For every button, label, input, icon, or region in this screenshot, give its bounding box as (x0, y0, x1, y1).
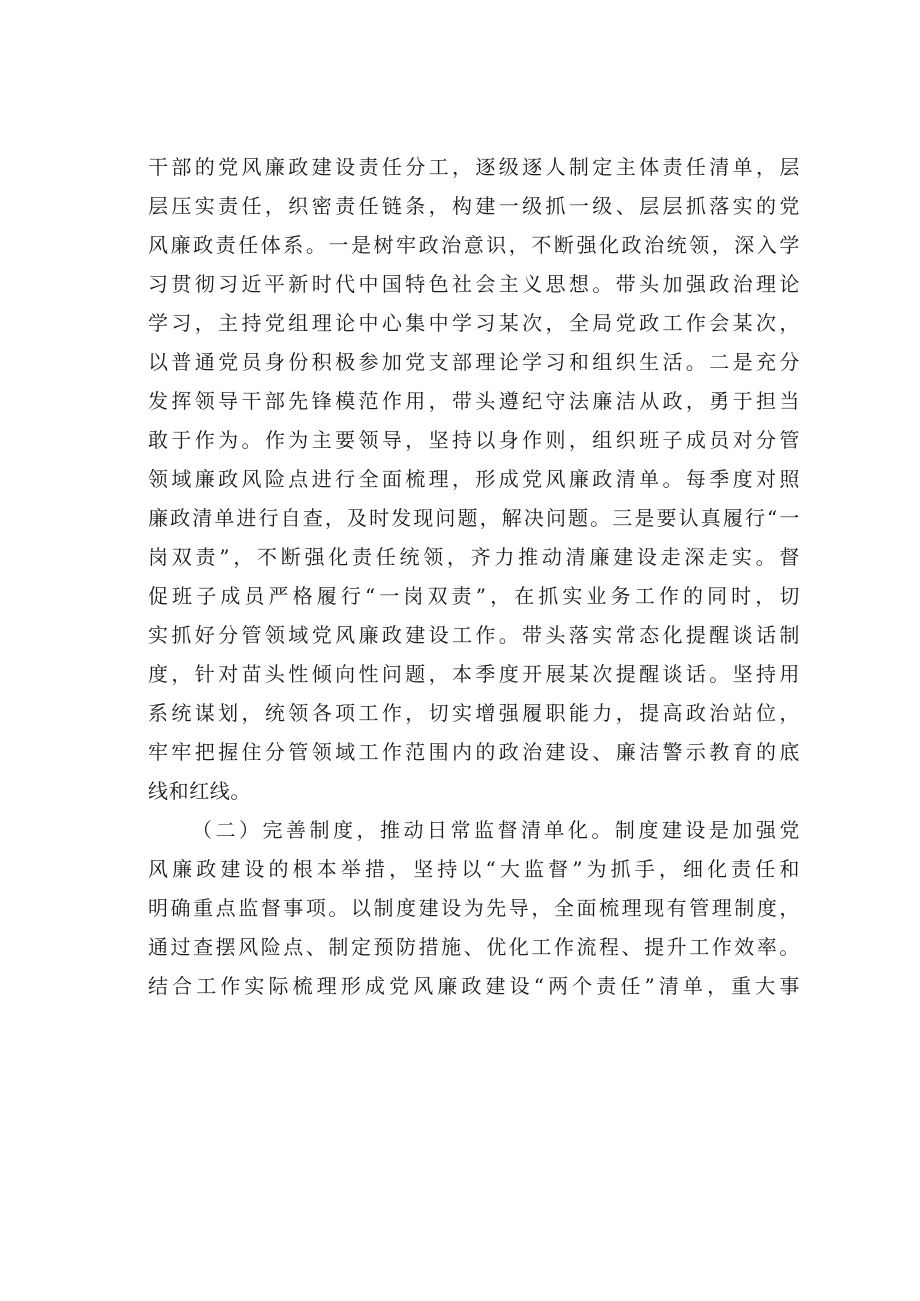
text-line: 领域廉政风险点进行全面梳理，形成党风廉政清单。每季度对照 (148, 467, 800, 491)
document-body (148, 148, 800, 1006)
text-line: 系统谋划，统领各项工作，切实增强履职能力，提高政治站位， (148, 701, 800, 725)
paragraph-1 (148, 148, 800, 811)
text-line: 度，针对苗头性倾向性问题，本季度开展某次提醒谈话。坚持用 (148, 662, 800, 686)
text-line: 发挥领导干部先锋模范作用，带头遵纪守法廉洁从政，勇于担当 (148, 389, 800, 413)
text-line: 敢于作为。作为主要领导，坚持以身作则，组织班子成员对分管 (148, 428, 800, 452)
paragraph-2 (148, 811, 800, 1006)
text-line: 岗双责”，不断强化责任统领，齐力推动清廉建设走深走实。督 (148, 545, 800, 569)
section-heading-line: （二）完善制度，推动日常监督清单化。制度建设是加强党 (192, 818, 800, 842)
text-line: 实抓好分管领域党风廉政建设工作。带头落实常态化提醒谈话制 (148, 623, 800, 647)
text-line: 学习，主持党组理论中心集中学习某次，全局党政工作会某次， (148, 311, 800, 335)
text-line: 干部的党风廉政建设责任分工，逐级逐人制定主体责任清单，层 (148, 155, 800, 179)
text-line: 风廉政责任体系。一是树牢政治意识，不断强化政治统领，深入学 (148, 233, 800, 257)
text-line: 以普通党员身份积极参加党支部理论学习和组织生活。二是充分 (148, 350, 800, 374)
text-line: 通过查摆风险点、制定预防措施、优化工作流程、提升工作效率。 (148, 935, 800, 959)
text-line: 牢牢把握住分管领域工作范围内的政治建设、廉洁警示教育的底 (148, 740, 800, 764)
text-line: 廉政清单进行自查，及时发现问题，解决问题。三是要认真履行“一 (148, 506, 800, 530)
text-line: 线和红线。 (148, 779, 251, 803)
text-line: 风廉政建设的根本举措，坚持以“大监督”为抓手，细化责任和 (148, 857, 800, 881)
text-line: 促班子成员严格履行“一岗双责”，在抓实业务工作的同时，切 (148, 584, 800, 608)
text-line: 习贯彻习近平新时代中国特色社会主义思想。带头加强政治理论 (148, 272, 800, 296)
text-line: 明确重点监督事项。以制度建设为先导，全面梳理现有管理制度， (148, 896, 800, 920)
text-line: 层压实责任，织密责任链条，构建一级抓一级、层层抓落实的党 (148, 194, 800, 218)
text-line: 结合工作实际梳理形成党风廉政建设“两个责任”清单，重大事 (148, 974, 800, 998)
